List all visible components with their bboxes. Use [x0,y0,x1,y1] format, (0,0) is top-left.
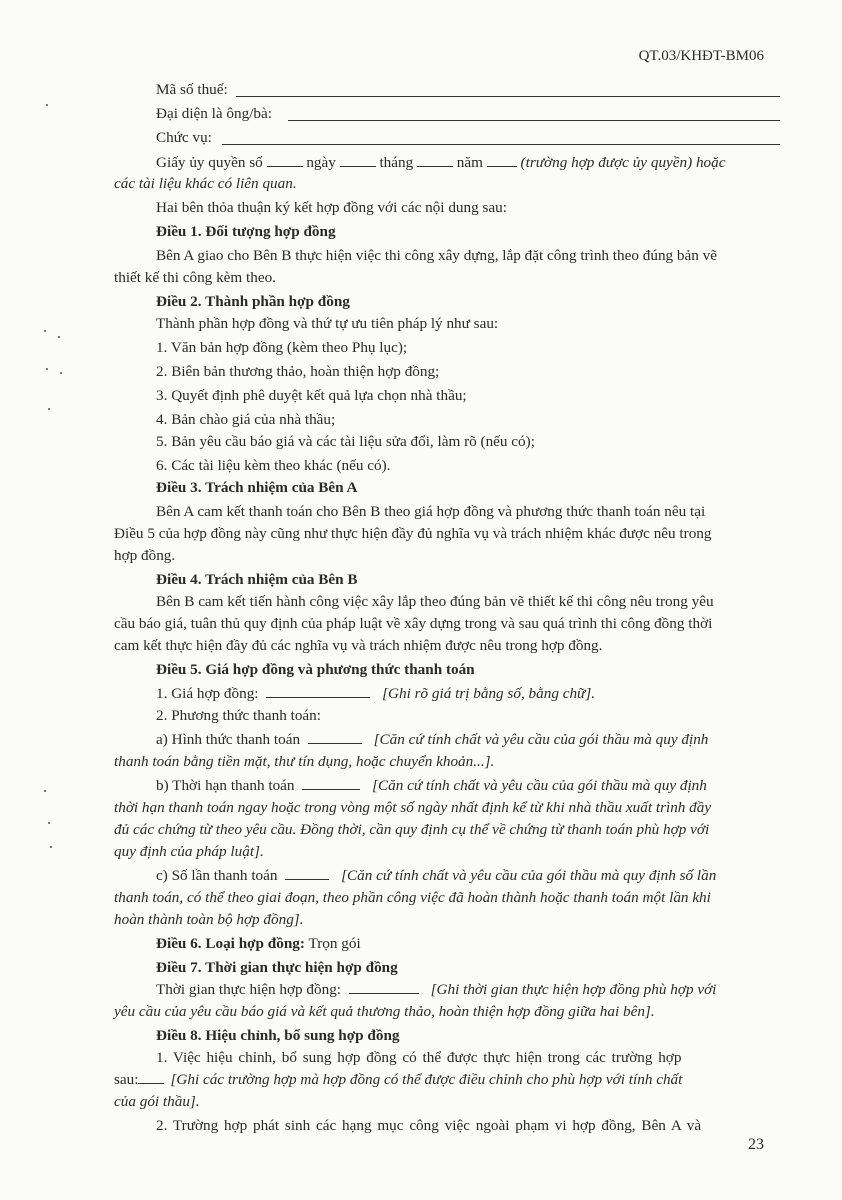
scan-speck [44,330,46,332]
authorization-month: tháng [379,154,414,171]
page-number: 23 [748,1136,764,1153]
amendment-label: sau: [114,1071,139,1088]
article-3-text-3: hợp đồng. [114,547,176,564]
article-4-text-1: Bên B cam kết tiến hành công việc xây lắp theo đúng bản vẽ thiết kế thi công nêu trong yêu [156,593,714,610]
position-label: Chức vụ: [156,129,212,146]
article-2-intro: Thành phần hợp đồng và thứ tự ưu tiên pháp lý như sau: [156,315,499,332]
article-2-item: 1. Văn bản hợp đồng (kèm theo Phụ lục); [156,339,408,356]
article-3-title: Điều 3. Trách nhiệm của Bên A [156,479,358,496]
scan-speck [46,104,48,106]
authorization-note: (trường hợp được ủy quyền) hoặc [520,154,726,171]
article-6-title: Điều 6. Loại hợp đồng: [156,935,305,952]
contract-price-label: 1. Giá hợp đồng: [156,685,259,702]
article-2-item: 6. Các tài liệu kèm theo khác (nếu có). [156,457,391,474]
scan-speck [44,790,46,792]
article-1-text-2: thiết kế thi công kèm theo. [114,269,276,286]
article-6-value: Trọn gói [308,935,361,952]
payment-form-label: a) Hình thức thanh toán [156,731,301,748]
article-4-title: Điều 4. Trách nhiệm của Bên B [156,571,358,588]
payment-term-label: b) Thời hạn thanh toán [156,777,295,794]
article-8-title: Điều 8. Hiệu chỉnh, bổ sung hợp đồng [156,1027,400,1044]
duration-note: [Ghi thời gian thực hiện hợp đồng phù hợp với [430,981,717,998]
payment-form-line [156,730,708,750]
authorization-number-blank [267,154,303,167]
article-7-title: Điều 7. Thời gian thực hiện hợp đồng [156,959,398,976]
amendment-note: [Ghi các trường hợp mà hợp đồng có thể được điều chỉnh cho phù hợp với tính chất [170,1071,683,1088]
payment-count-note: [Căn cứ tính chất và yêu cầu của gói thầu mà quy định số lần [341,867,717,884]
authorization-day: ngày [306,154,336,171]
article-1-text-1: Bên A giao cho Bên B thực hiện việc thi công xây dựng, lắp đặt công trình theo đúng bản vẽ [156,247,717,264]
payment-term-note-cont: đủ các chứng từ theo yêu cầu. Đồng thời, cần quy định cụ thể về chứng từ thanh toán phù hợp với [114,821,710,838]
authorization-line [156,153,726,173]
payment-term-note: [Căn cứ tính chất và yêu cầu của gói thầu mà quy định [372,777,707,794]
contract-price-blank [266,685,370,698]
article-8-text-2: 2. Trường hợp phát sinh các hạng mục công việc ngoài phạm vi hợp đồng, Bên A và [156,1117,702,1134]
article-2-item: 3. Quyết định phê duyệt kết quả lựa chọn nhà thầu; [156,387,467,404]
scan-speck [46,368,48,370]
payment-count-note-cont: hoàn thành toàn bộ hợp đồng]. [114,911,304,928]
article-4-text-2: cầu báo giá, tuân thủ quy định của pháp luật về xây dựng trong và sau quá trình thi công đồng thời [114,615,713,632]
scan-speck [58,336,60,338]
contract-price-note: [Ghi rõ giá trị bằng số, bằng chữ]. [382,685,596,702]
scan-speck [48,822,50,824]
article-3-text-1: Bên A cam kết thanh toán cho Bên B theo giá hợp đồng và phương thức thanh toán nêu tại [156,503,706,520]
article-1-title: Điều 1. Đối tượng hợp đồng [156,223,336,240]
article-2-item: 2. Biên bản thương thảo, hoàn thiện hợp đồng; [156,363,440,380]
payment-count-blank [285,867,329,880]
payment-form-note: [Căn cứ tính chất và yêu cầu của gói thầu mà quy định [373,731,709,748]
representative-label: Đại diện là ông/bà: [156,105,272,122]
authorization-year: năm [456,154,483,171]
payment-form-blank [308,731,362,744]
duration-note-cont: yêu cầu của yêu cầu báo giá và kết quả thương thảo, hoàn thiện hợp đồng giữa hai bên]. [114,1003,655,1020]
duration-line [156,980,716,1000]
article-5-title: Điều 5. Giá hợp đồng và phương thức thanh toán [156,661,475,678]
payment-term-note-cont: thời hạn thanh toán ngay hoặc trong vòng một số ngày nhất định kể từ khi nhà thầu xuất trình đầy [114,799,712,816]
payment-term-note-cont: quy định của pháp luật]. [114,843,264,860]
representative-line [288,120,780,121]
payment-count-label: c) Số lần thanh toán [156,867,278,884]
article-2-item: 4. Bản chào giá của nhà thầu; [156,411,336,428]
authorization-month-blank [417,154,453,167]
tax-code-label: Mã số thuế: [156,81,228,98]
document-code: QT.03/KHĐT-BM06 [638,48,764,64]
amendment-note-cont: của gói thầu]. [114,1093,200,1110]
position-line [222,144,780,145]
authorization-day-blank [340,154,376,167]
payment-term-blank [302,777,360,790]
payment-form-note-cont: thanh toán bằng tiền mặt, thư tín dụng, hoặc chuyển khoản...]. [114,753,495,770]
duration-label: Thời gian thực hiện hợp đồng: [156,981,342,998]
scan-speck [48,408,50,410]
authorization-year-blank [487,154,517,167]
authorization-note-cont: các tài liệu khác có liên quan. [114,175,297,192]
article-8-text-1: 1. Việc hiệu chỉnh, bổ sung hợp đồng có thể được thực hiện trong các trường hợp [156,1049,682,1066]
article-3-text-2: Điều 5 của hợp đồng này cũng như thực hiện đầy đủ nghĩa vụ và trách nhiệm khác được nêu trong [114,525,712,542]
amendment-line [114,1070,682,1090]
payment-method-label: 2. Phương thức thanh toán: [156,707,321,724]
scan-speck [60,372,62,374]
payment-count-line [156,866,716,886]
article-4-text-3: cam kết thực hiện đầy đủ các nghĩa vụ và trách nhiệm được nêu trong hợp đồng. [114,637,603,654]
intro-text: Hai bên thỏa thuận ký kết hợp đồng với các nội dung sau: [156,199,507,216]
duration-blank [349,981,419,994]
authorization-label: Giấy ủy quyền số [156,154,263,171]
payment-term-line [156,776,707,796]
amendment-blank [138,1071,164,1084]
payment-count-note-cont: thanh toán, có thể theo giai đoạn, theo phần công việc đã hoàn thành hoặc thanh toán một lần khi [114,889,711,906]
tax-code-line [236,96,780,97]
scan-speck [50,846,52,848]
article-6-line [156,934,361,954]
article-2-item: 5. Bản yêu cầu báo giá và các tài liệu sửa đổi, làm rõ (nếu có); [156,433,535,450]
contract-price-line [156,684,595,704]
article-2-title: Điều 2. Thành phần hợp đồng [156,293,350,310]
